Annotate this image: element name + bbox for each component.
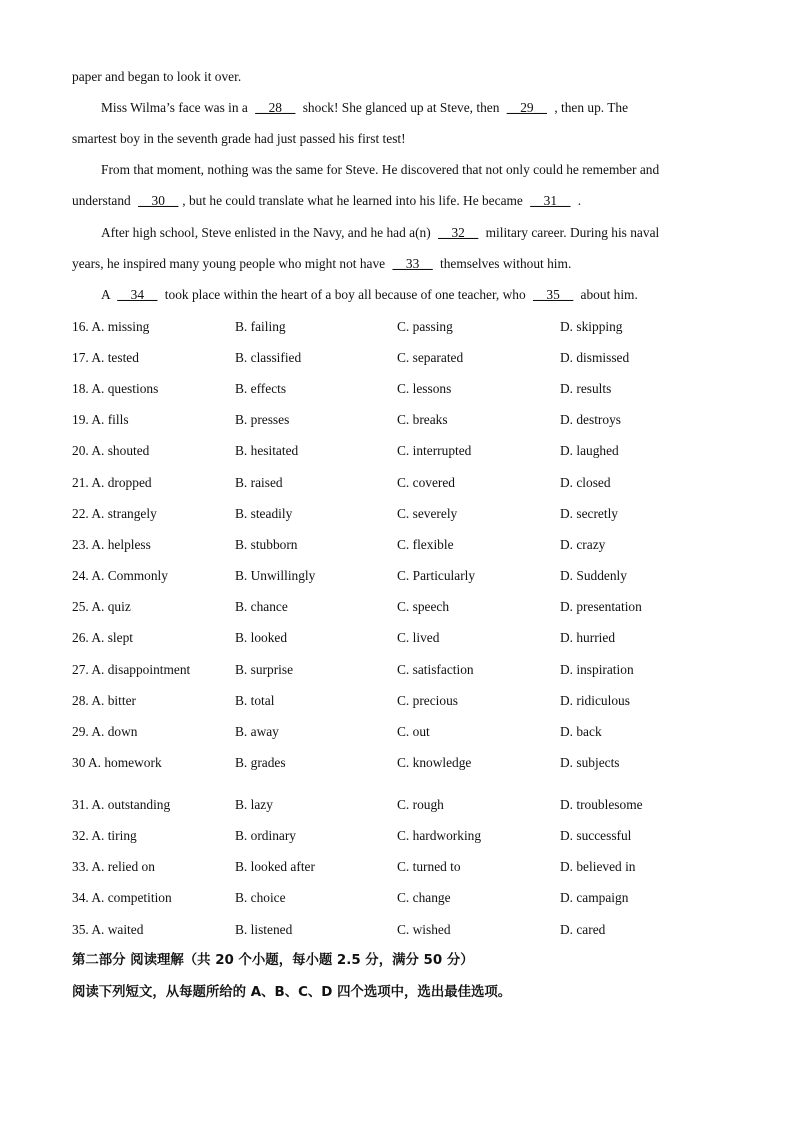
passage-line-3 [72, 131, 732, 147]
option-c: C. covered [397, 475, 456, 490]
option-c: C. hardworking [397, 828, 482, 843]
option-a: 25. A. quiz [72, 599, 131, 614]
option-d: D. back [560, 724, 602, 739]
option-b: B. grades [235, 755, 286, 770]
option-a: 26. A. slept [72, 630, 134, 645]
option-b: B. chance [235, 599, 288, 614]
option-a: 29. A. down [72, 724, 138, 739]
option-b: B. steadily [235, 506, 293, 521]
question-row-25 [0, 598, 794, 616]
option-d: D. laughed [560, 443, 619, 458]
option-b: B. effects [235, 381, 287, 396]
option-d: D. campaign [560, 890, 629, 905]
option-a: 34. A. competition [72, 890, 172, 905]
question-row-22 [0, 505, 794, 523]
option-c: C. interrupted [397, 443, 472, 458]
option-d: D. skipping [560, 319, 623, 334]
option-c: C. rough [397, 797, 444, 812]
option-d: D. crazy [560, 537, 606, 552]
blank-28: __28__ [255, 100, 296, 115]
option-b: B. raised [235, 475, 283, 490]
blank-33: __33__ [392, 256, 433, 271]
option-b: B. total [235, 693, 275, 708]
option-c: C. satisfaction [397, 662, 474, 677]
option-d: D. results [560, 381, 612, 396]
option-d: D. troublesome [560, 797, 643, 812]
option-d: D. hurried [560, 630, 616, 645]
option-a: 35. A. waited [72, 922, 144, 937]
option-c: C. flexible [397, 537, 454, 552]
option-d: D. inspiration [560, 662, 634, 677]
option-b: B. choice [235, 890, 286, 905]
passage-paragraph-2 [101, 100, 761, 116]
option-d: D. closed [560, 475, 611, 490]
option-a: 32. A. tiring [72, 828, 137, 843]
passage-text: themselves without him. [436, 256, 572, 271]
option-c: C. lived [397, 630, 440, 645]
option-a: 30 A. homework [72, 755, 162, 770]
option-b: B. hesitated [235, 443, 299, 458]
option-c: C. out [397, 724, 430, 739]
option-d: D. Suddenly [560, 568, 627, 583]
option-c: C. passing [397, 319, 453, 334]
question-row-26 [0, 629, 794, 647]
option-a: 19. A. fills [72, 412, 129, 427]
passage-paragraph-3 [101, 162, 761, 178]
option-d: D. successful [560, 828, 632, 843]
option-a: 16. A. missing [72, 319, 150, 334]
passage-text: A [101, 287, 114, 302]
passage-text: shock! She glanced up at Steve, then [299, 100, 503, 115]
blank-34: __34__ [117, 287, 158, 302]
blank-30: __30__ [138, 193, 179, 208]
option-d: D. subjects [560, 755, 620, 770]
option-c: C. change [397, 890, 451, 905]
option-a: 21. A. dropped [72, 475, 152, 490]
blank-35: __35__ [533, 287, 574, 302]
option-a: 18. A. questions [72, 381, 159, 396]
option-a: 31. A. outstanding [72, 797, 171, 812]
option-c: C. breaks [397, 412, 448, 427]
option-c: C. separated [397, 350, 464, 365]
section-instruction: 阅读下列短文，从每题所给的 A、B、C、D 四个选项中，选出最佳选项。 [72, 985, 512, 1000]
option-c: C. turned to [397, 859, 461, 874]
option-b: B. surprise [235, 662, 294, 677]
option-b: B. Unwillingly [235, 568, 316, 583]
passage-text: Miss Wilma’s face was in a [101, 100, 252, 115]
passage-paragraph-5 [101, 287, 761, 303]
option-a: 23. A. helpless [72, 537, 151, 552]
option-c: C. precious [397, 693, 458, 708]
question-row-30 [0, 754, 794, 772]
option-d: D. ridiculous [560, 693, 630, 708]
question-row-23 [0, 536, 794, 554]
blank-32: __32__ [438, 225, 479, 240]
passage-text: understand [72, 193, 135, 208]
option-a: 22. A. strangely [72, 506, 157, 521]
question-row-29 [0, 723, 794, 741]
passage-text: took place within the heart of a boy all because of one teacher, who [161, 287, 530, 302]
question-row-18 [0, 380, 794, 398]
passage-text: smartest boy in the seventh grade had just passed his first test! [72, 131, 406, 146]
passage-text: From that moment, nothing was the same for Steve. He discovered that not only could he remember and [101, 162, 660, 177]
passage-text: about him. [577, 287, 638, 302]
option-b: B. lazy [235, 797, 273, 812]
passage-text: paper and began to look it over. [72, 69, 242, 84]
option-c: C. lessons [397, 381, 452, 396]
passage-text: . [574, 193, 582, 208]
question-row-17 [0, 349, 794, 367]
question-row-21 [0, 474, 794, 492]
question-row-33 [0, 858, 794, 876]
option-b: B. failing [235, 319, 286, 334]
question-row-16 [0, 318, 794, 336]
passage-text: , then up. The [550, 100, 629, 115]
option-a: 24. A. Commonly [72, 568, 168, 583]
passage-line-1 [72, 69, 732, 85]
option-a: 17. A. tested [72, 350, 139, 365]
option-c: C. Particularly [397, 568, 476, 583]
option-c: C. wished [397, 922, 451, 937]
passage-line-7 [72, 256, 732, 272]
passage-text: , but he could translate what he learned into his life. He became [182, 193, 527, 208]
option-d: D. believed in [560, 859, 636, 874]
option-b: B. away [235, 724, 279, 739]
passage-text: military career. During his naval [482, 225, 660, 240]
option-d: D. presentation [560, 599, 642, 614]
question-row-34 [0, 889, 794, 907]
blank-29: __29__ [506, 100, 547, 115]
option-a: 33. A. relied on [72, 859, 155, 874]
option-b: B. presses [235, 412, 290, 427]
option-d: D. dismissed [560, 350, 630, 365]
option-a: 28. A. bitter [72, 693, 136, 708]
option-b: B. looked after [235, 859, 315, 874]
section-heading: 第二部分 阅读理解（共 20 个小题，每小题 2.5 分，满分 50 分） [72, 953, 474, 968]
passage-text: years, he inspired many young people who might not have [72, 256, 389, 271]
question-row-19 [0, 411, 794, 429]
passage-line-5 [72, 193, 732, 209]
question-row-27 [0, 661, 794, 679]
question-row-28 [0, 692, 794, 710]
option-b: B. looked [235, 630, 288, 645]
blank-31: __31__ [530, 193, 571, 208]
option-c: C. severely [397, 506, 458, 521]
question-row-32 [0, 827, 794, 845]
option-c: C. speech [397, 599, 450, 614]
option-d: D. cared [560, 922, 606, 937]
option-d: D. secretly [560, 506, 619, 521]
option-b: B. ordinary [235, 828, 296, 843]
question-row-35 [0, 921, 794, 939]
question-row-20 [0, 442, 794, 460]
passage-paragraph-4 [101, 225, 761, 241]
option-b: B. classified [235, 350, 302, 365]
question-row-24 [0, 567, 794, 585]
option-a: 20. A. shouted [72, 443, 150, 458]
option-a: 27. A. disappointment [72, 662, 191, 677]
option-b: B. stubborn [235, 537, 298, 552]
question-row-31 [0, 796, 794, 814]
option-d: D. destroys [560, 412, 621, 427]
passage-text: After high school, Steve enlisted in the Navy, and he had a(n) [101, 225, 435, 240]
option-c: C. knowledge [397, 755, 472, 770]
option-b: B. listened [235, 922, 293, 937]
